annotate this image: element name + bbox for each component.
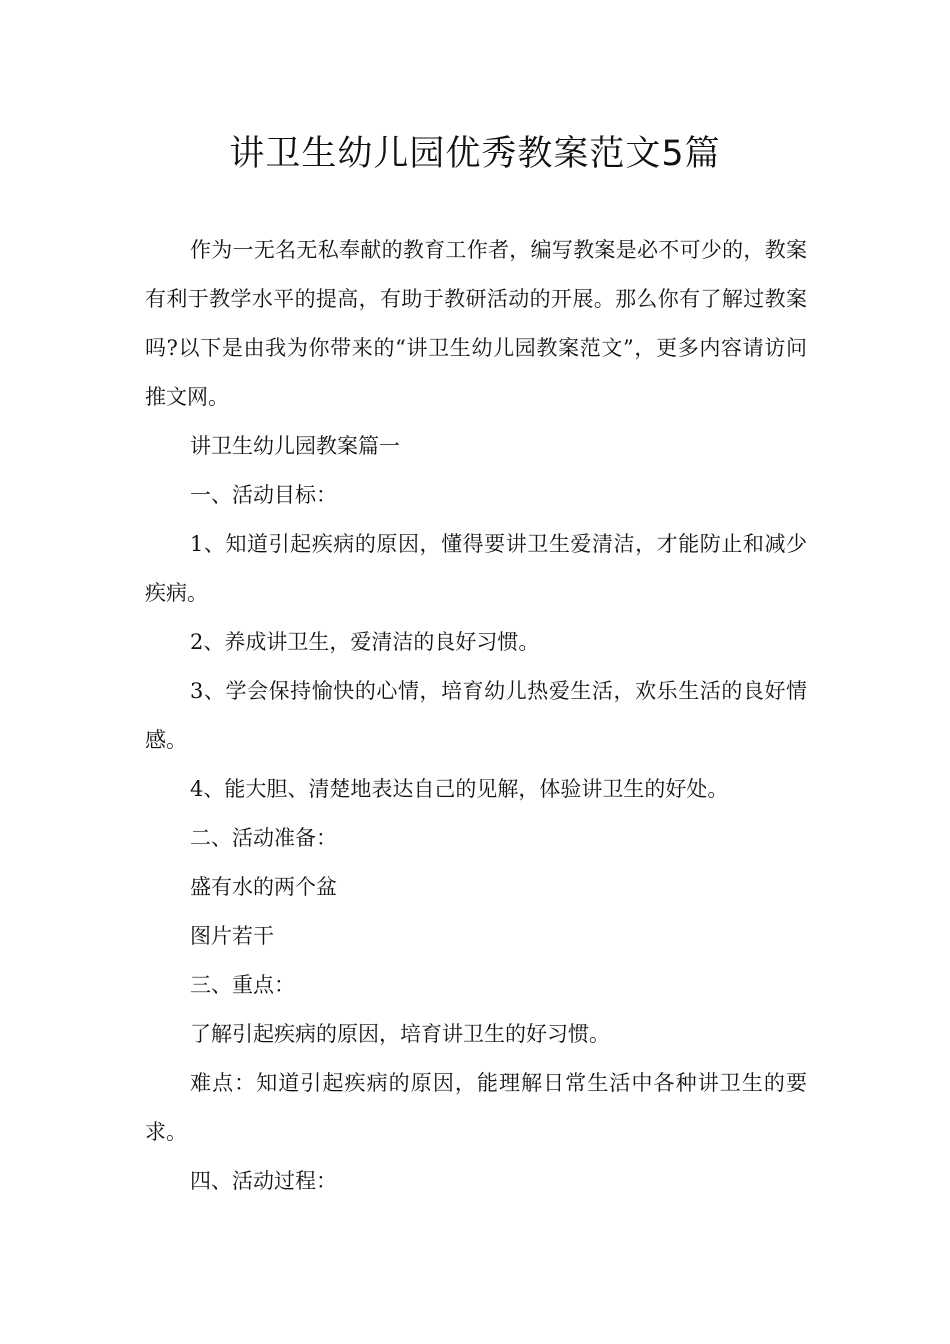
preparation-item-2: 图片若干 (190, 924, 274, 948)
heading-activity-preparation: 二、活动准备： (190, 826, 337, 850)
goal-item-2: 2、养成讲卫生，爱清洁的良好习惯。 (190, 630, 540, 654)
heading-activity-goals: 一、活动目标： (190, 483, 337, 507)
document-body (145, 226, 807, 1206)
difficulty-text: 难点：知道引起疾病的原因，能理解日常生活中各种讲卫生的要求。 (145, 1071, 807, 1144)
goal-item-3: 3、学会保持愉快的心情，培育幼儿热爱生活，欢乐生活的良好情感。 (145, 679, 807, 752)
goal-item-4: 4、能大胆、清楚地表达自己的见解，体验讲卫生的好处。 (190, 777, 729, 801)
key-point-text: 了解引起疾病的原因，培育讲卫生的好习惯。 (190, 1022, 610, 1046)
preparation-item-1: 盛有水的两个盆 (190, 875, 337, 899)
heading-key-points: 三、重点： (190, 973, 295, 997)
goal-item-1: 1、知道引起疾病的原因，懂得要讲卫生爱清洁，才能防止和减少疾病。 (145, 532, 807, 605)
intro-paragraph: 作为一无名无私奉献的教育工作者，编写教案是必不可少的，教案有利于教学水平的提高，有助于教研活动的开展。那么你有了解过教案吗?以下是由我为你带来的“讲卫生幼儿园教案范文”，更多内容请访问推文网。 (145, 238, 807, 409)
section-heading-lesson-one: 讲卫生幼儿园教案篇一 (190, 434, 400, 458)
heading-activity-process: 四、活动过程： (190, 1169, 337, 1193)
document-title: 讲卫生幼儿园优秀教案范文5篇 (229, 134, 721, 174)
